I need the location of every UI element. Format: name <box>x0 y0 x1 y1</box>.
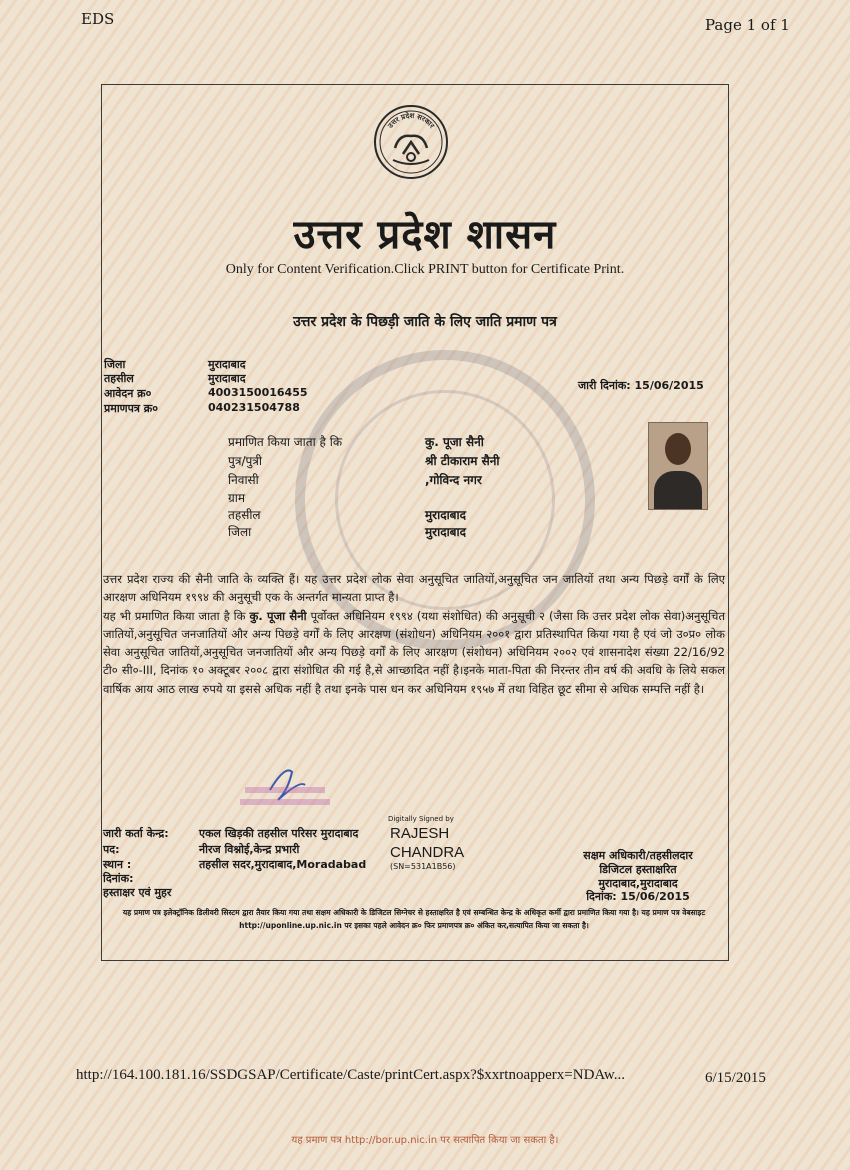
statement-label-village: ग्राम <box>228 491 246 505</box>
certificate-body <box>103 570 725 698</box>
digital-signature-serial: (SN=531A1B56) <box>390 862 456 871</box>
footer-label-date: दिनांक: <box>103 872 134 885</box>
handwritten-signature <box>230 760 340 820</box>
footer-label-signature-seal: हस्ताक्षर एवं मुहर <box>103 886 172 899</box>
meta-value-application-no: 4003150016455 <box>208 386 308 399</box>
emblem-text: उत्तर प्रदेश सरकार <box>386 111 436 130</box>
meta-value-tehsil: मुरादाबाद <box>208 372 246 385</box>
meta-label-certificate-no: प्रमाणपत्र क्र० <box>104 402 158 415</box>
print-footer-url: http://164.100.181.16/SSDGSAP/Certificate/Caste/printCert.aspx?$xxrtnoapperx=NDAw... <box>76 1067 625 1083</box>
digital-signature-name-2: CHANDRA <box>390 844 465 861</box>
body-paragraph-1: उत्तर प्रदेश राज्य की सैनी जाति के व्यक्ति हैं। यह उत्तर प्रदेश लोक सेवा अनुसूचित जातियों,अनुसूचित जन जातियों तथा अन्य पिछड़े वर्गों के लिए आरक्षण अधिनियम १९९४ की अनुसूची एक के अन्तर्गत मान्यता प्राप्त है। <box>103 572 725 605</box>
certificate-disclaimer: यह प्रमाण पत्र इलेक्ट्रॉनिक डिलीवरी सिस्टम द्वारा तैयार किया गया तथा सक्षम अधिकारी के डिजिटल सिग्नेचर से हस्ताक्षरित है एवं सम्बन्धित केन्द्र के अधिकृत कर्मी द्वारा प्रमाणित किया गया है। यह प्रमाण पत्र वेबसाइट http://uponline.up.nic.in पर इसका पहले आवेदन क्र० फिर प्रमाणपत्र क्र० अंकित कर,सत्यापित किया जा सकता है। <box>122 908 706 930</box>
footer-value-place: तहसील सदर,मुरादाबाद,Moradabad <box>199 858 367 871</box>
statement-label-tehsil: तहसील <box>228 508 261 522</box>
svg-text:उत्तर प्रदेश सरकार <box>386 111 437 131</box>
up-state-emblem-icon <box>373 104 449 180</box>
officer-title: सक्षम अधिकारी/तहसीलदार <box>583 849 693 862</box>
issue-date: जारी दिनांक: 15/06/2015 <box>578 379 704 392</box>
statement-value-tehsil: मुरादाबाद <box>425 508 467 522</box>
print-footer-date: 6/15/2015 <box>705 1070 766 1086</box>
statement-value-district: मुरादाबाद <box>425 525 467 539</box>
digital-signature-name-1: RAJESH <box>390 825 450 842</box>
applicant-photo <box>648 422 708 510</box>
statement-label-resident: निवासी <box>228 473 259 487</box>
statement-value-resident: ,गोविन्द नगर <box>425 473 482 487</box>
certificate-title: उत्तर प्रदेश शासन <box>293 212 557 258</box>
statement-label-child-of: पुत्र/पुत्री <box>228 454 263 468</box>
content-verification-note: Only for Content Verification.Click PRINT button for Certificate Print. <box>225 262 625 277</box>
footer-label-issuing-centre: जारी कर्ता केन्द्र: <box>103 827 169 840</box>
meta-value-district: मुरादाबाद <box>208 358 246 371</box>
officer-location: मुरादाबाद,मुरादाबाद <box>598 877 678 890</box>
officer-date: दिनांक: 15/06/2015 <box>586 890 690 903</box>
print-header-page: Page 1 of 1 <box>705 16 790 34</box>
meta-label-district: जिला <box>104 358 126 371</box>
meta-label-tehsil: तहसील <box>104 372 134 385</box>
statement-value-parent: श्री टीकाराम सैनी <box>425 454 500 468</box>
digital-signature-caption: Digitally Signed by <box>388 815 454 823</box>
meta-label-application-no: आवेदन क्र० <box>104 387 152 400</box>
print-header-left: EDS <box>81 10 115 28</box>
officer-digital-signed: डिजिटल हस्ताक्षरित <box>599 863 677 876</box>
statement-label-certified: प्रमाणित किया जाता है कि <box>228 435 343 449</box>
certificate-subtitle: उत्तर प्रदेश के पिछड़ी जाति के लिए जाति प्रमाण पत्र <box>293 314 557 330</box>
footer-label-place: स्थान : <box>103 858 132 871</box>
body-paragraph-2: यह भी प्रमाणित किया जाता है कि कु. पूजा सैनी पूर्वोक्त अधिनियम १९९४ (यथा संशोधित) की अनुसूची २ (जैसा कि उत्तर प्रदेश लोक सेवा)अनुसूचित जातियों,अनुसूचित जनजातियों और अन्य पिछड़े वर्गों के लिए आरक्षण (संशोधन) अधिनियम २००१ द्वारा प्रतिस्थापित किया गया है एवं जो उ०प्र० लोक सेवा अनुसूचित जातियों,अनुसूचित जनजातियों और अन्य पिछड़े वर्गों के लिए आरक्षण (संशोधन) अधिनियम २००२ एवं शासनादेश संख्या 22/16/92 टी० सी०-III, दिनांक १० अक्टूबर २००८ द्वारा संशोधित की गई है,से आच्छादित नहीं है।इनके माता-पिता की निरन्तर तीन वर्ष की अवधि के लिये सकल वार्षिक आय आठ लाख रुपये या इससे अधिक नहीं है तथा इनके पास धन कर अधिनियम १९५७ में तथा विहित छूट सीमा से अधिक सम्पत्ति नहीं है। <box>103 608 726 696</box>
footer-value-issuing-centre: एकल खिड़की तहसील परिसर मुरादाबाद <box>199 827 359 840</box>
footer-label-designation: पद: <box>103 843 120 856</box>
verification-note: यह प्रमाण पत्र http://bor.up.nic.in पर सत्यापित किया जा सकता है। <box>291 1135 559 1146</box>
statement-value-name: कु. पूजा सैनी <box>425 435 484 449</box>
meta-value-certificate-no: 040231504788 <box>208 401 300 414</box>
statement-label-district: जिला <box>228 525 252 539</box>
footer-value-designation: नीरज विश्नोई,केन्द्र प्रभारी <box>199 843 300 856</box>
